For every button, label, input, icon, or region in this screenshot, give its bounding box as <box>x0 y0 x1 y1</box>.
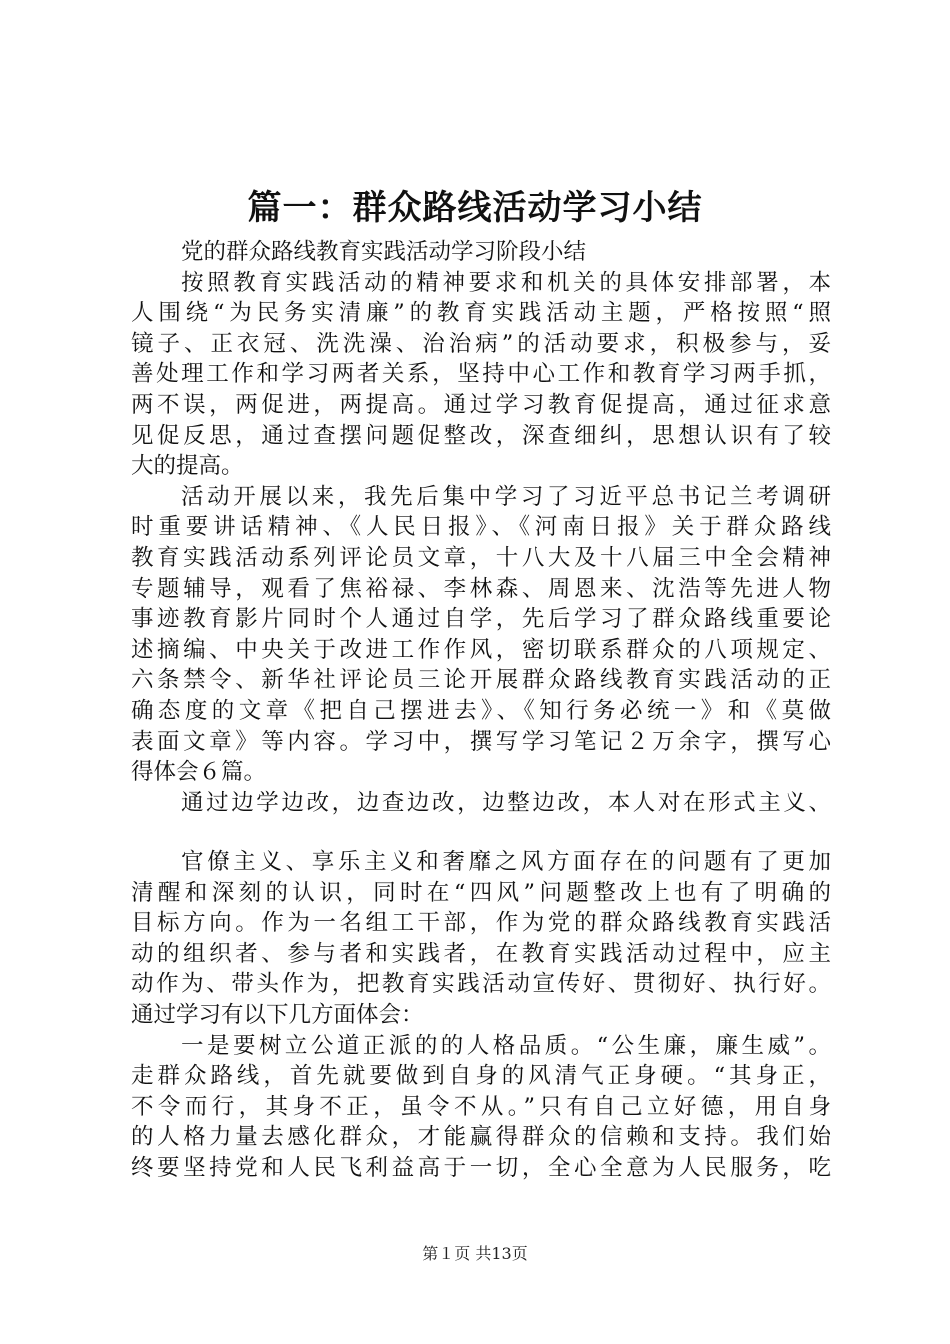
text-line: 走群众路线，首先就要做到自身的风清气正身硬。“其身正， <box>131 1063 831 1090</box>
document-title: 篇一：群众路线活动学习小结 <box>247 188 703 228</box>
text-line: 活动开展以来，我先后集中学习了习近平总书记兰考调研 <box>181 483 831 510</box>
body-text-block-1 <box>131 237 831 818</box>
text-line: 两不误，两促进，两提高。通过学习教育促提高，通过征求意 <box>131 391 831 418</box>
page-footer: 第１页 共13页 <box>422 1244 528 1263</box>
text-line: 不令而行，其身不正，虽令不从。”只有自己立好德，用自身 <box>131 1093 831 1120</box>
text-line: 时重要讲话精神、《人民日报》、《河南日报》关于群众路线 <box>131 514 831 541</box>
text-line: 官僚主义、享乐主义和奢靡之风方面存在的问题有了更加 <box>181 849 831 875</box>
text-line: 述摘编、中央关于改进工作作风，密切联系群众的八项规定、 <box>131 636 831 663</box>
text-line: 清醒和深刻的认识，同时在“四风”问题整改上也有了明确的 <box>131 879 831 906</box>
text-line: 按照教育实践活动的精神要求和机关的具体安排部署，本 <box>181 269 831 296</box>
text-line: 人围绕“为民务实清廉”的教育实践活动主题，严格按照“照 <box>131 300 831 327</box>
text-line: 得体会６篇。 <box>131 759 267 786</box>
text-line: 六条禁令、新华社评论员三论开展群众路线教育实践活动的正 <box>131 667 831 694</box>
text-line: 的人格力量去感化群众，才能赢得群众的信赖和支持。我们始 <box>131 1124 831 1151</box>
text-line: 通过边学边改，边查边改，边整边改，本人对在形式主义、 <box>181 789 831 816</box>
text-line: 确态度的文章《把自己摆进去》、《知行务必统一》和《莫做 <box>131 697 831 724</box>
text-line: 镜子、正衣冠、洗洗澡、治治病”的活动要求，积极参与，妥 <box>131 330 831 357</box>
text-line: 善处理工作和学习两者关系，坚持中心工作和教育学习两手抓， <box>131 361 831 388</box>
text-line: 终要坚持党和人民飞利益高于一切，全心全意为人民服务，吃 <box>131 1154 831 1181</box>
text-line: 一是要树立公道正派的的人格品质。“公生廉，廉生威”。 <box>181 1032 831 1059</box>
text-line: 教育实践活动系列评论员文章，十八大及十八届三中全会精神 <box>131 544 831 571</box>
text-line: 动的组织者、参与者和实践者，在教育实践活动过程中，应主 <box>131 940 831 967</box>
text-line: 大的提高。 <box>131 453 244 480</box>
text-line: 通过学习有以下几方面体会： <box>131 1001 424 1028</box>
text-line: 动作为、带头作为，把教育实践活动宣传好、贯彻好、执行好。 <box>131 971 831 998</box>
text-line: 事迹教育影片同时个人通过自学，先后学习了群众路线重要论 <box>131 606 831 633</box>
text-line: 见促反思，通过查摆问题促整改，深查细纠，思想认识有了较 <box>131 422 831 449</box>
body-text-block-2 <box>131 847 831 1184</box>
text-line: 党的群众路线教育实践活动学习阶段小结 <box>181 239 587 265</box>
text-line: 表面文章》等内容。学习中，撰写学习笔记２万余字，撰写心 <box>131 728 831 755</box>
text-line: 目标方向。作为一名组工干部，作为党的群众路线教育实践活 <box>131 910 831 937</box>
text-line: 专题辅导，观看了焦裕禄、李林森、周恩来、沈浩等先进人物 <box>131 575 831 602</box>
